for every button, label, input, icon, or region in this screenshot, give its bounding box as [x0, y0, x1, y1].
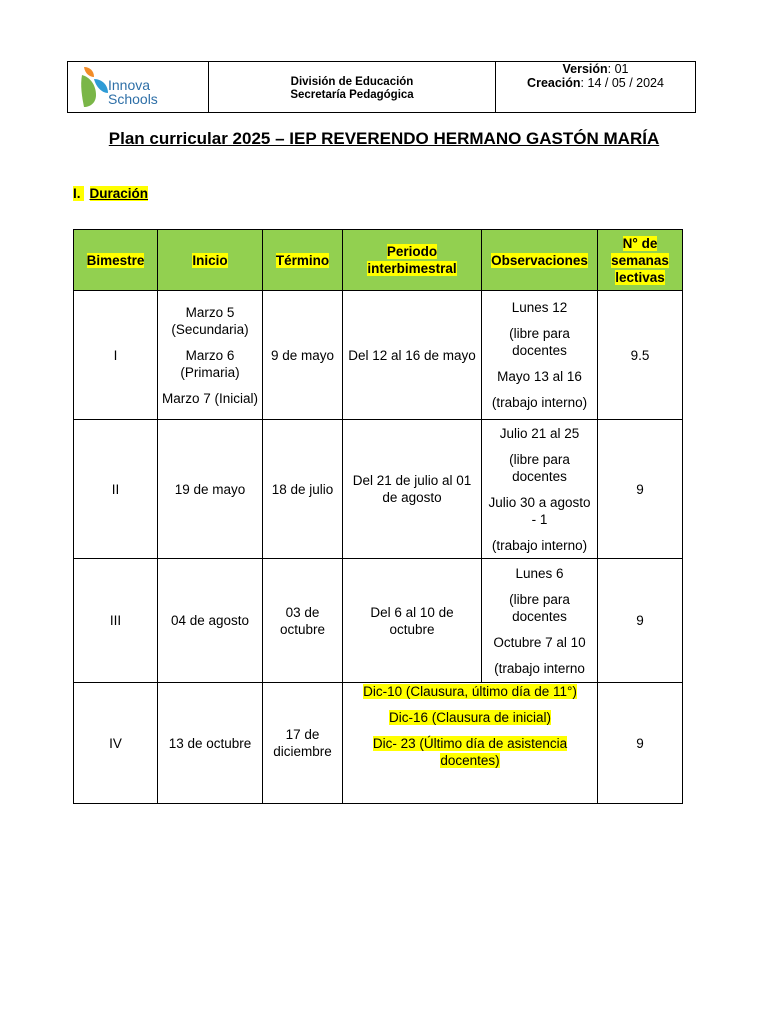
division-text: División de Educación	[290, 75, 414, 88]
col-header-bimestre: Bimestre	[74, 230, 158, 291]
cell-termino: 18 de julio	[263, 420, 343, 559]
cell-inicio: Marzo 5 (Secundaria) Marzo 6 (Primaria) Marzo 7 (Inicial)	[158, 291, 263, 420]
table-row	[74, 291, 683, 420]
cell-periodo: Del 6 al 10 de octubre	[343, 559, 482, 683]
duration-table	[73, 229, 683, 804]
cell-periodo: Del 21 de julio al 01 de agosto	[343, 420, 482, 559]
cell-termino: 9 de mayo	[263, 291, 343, 420]
version-line: Versión: 01	[562, 62, 629, 76]
document-header	[67, 61, 696, 113]
creation-line: Creación: 14 / 05 / 2024	[527, 76, 664, 90]
cell-observaciones: Lunes 12 (libre para docentes Mayo 13 al 16 (trabajo interno)	[482, 291, 598, 420]
header-department	[209, 62, 496, 112]
cell-observaciones: Julio 21 al 25 (libre para docentes Julio 30 a agosto - 1 (trabajo interno)	[482, 420, 598, 559]
cell-semanas: 9	[598, 559, 683, 683]
cell-semanas: 9	[598, 683, 683, 804]
cell-inicio: 19 de mayo	[158, 420, 263, 559]
cell-semanas: 9	[598, 420, 683, 559]
cell-observaciones: Lunes 6 (libre para docentes Octubre 7 al 10 (trabajo interno	[482, 559, 598, 683]
col-header-periodo: Periodo interbimestral	[343, 230, 482, 291]
header-version-info	[496, 62, 695, 112]
col-header-semanas: N° de semanas lectivas	[598, 230, 683, 291]
cell-bimestre: II	[74, 420, 158, 559]
table-row	[74, 683, 683, 804]
cell-periodo-observaciones: Dic-10 (Clausura, último día de 11°) Dic-16 (Clausura de inicial) Dic- 23 (Último día de asistencia docentes)	[343, 683, 598, 804]
cell-inicio: 04 de agosto	[158, 559, 263, 683]
cell-bimestre: III	[74, 559, 158, 683]
page-title: Plan curricular 2025 – IEP REVERENDO HERMANO GASTÓN MARÍA	[108, 129, 660, 148]
col-header-termino: Término	[263, 230, 343, 291]
col-header-observaciones: Observaciones	[482, 230, 598, 291]
logo-cell	[68, 62, 209, 112]
cell-periodo: Del 12 al 16 de mayo	[343, 291, 482, 420]
cell-termino: 03 de octubre	[263, 559, 343, 683]
table-header-row	[74, 230, 683, 291]
cell-bimestre: IV	[74, 683, 158, 804]
section-heading: I. Duración	[73, 186, 149, 201]
cell-inicio: 13 de octubre	[158, 683, 263, 804]
cell-bimestre: I	[74, 291, 158, 420]
table-row	[74, 420, 683, 559]
innova-schools-logo-icon	[80, 65, 110, 109]
cell-termino: 17 de diciembre	[263, 683, 343, 804]
cell-semanas: 9.5	[598, 291, 683, 420]
table-row	[74, 559, 683, 683]
logo-text: Innova Schools	[108, 77, 158, 107]
secretaria-text: Secretaría Pedagógica	[290, 88, 414, 101]
col-header-inicio: Inicio	[158, 230, 263, 291]
